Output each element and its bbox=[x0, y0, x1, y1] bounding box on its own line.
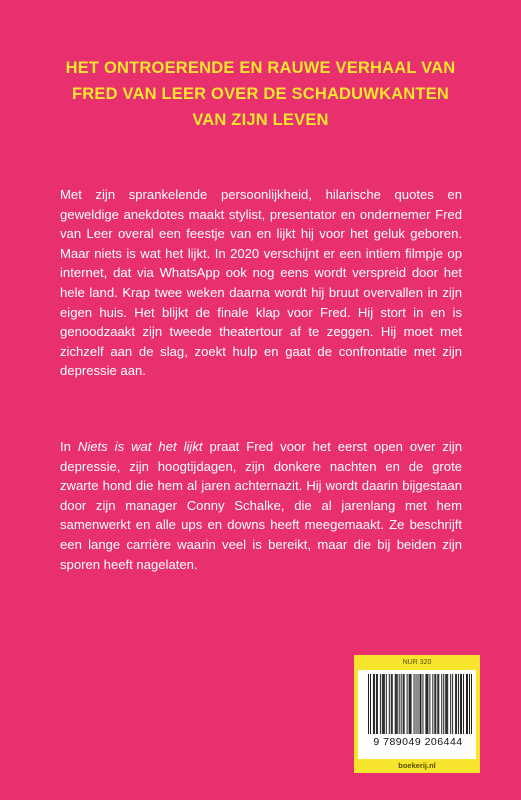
blurb-paragraph-1: Met zijn sprankelende persoonlijkheid, hilarische quotes en geweldige anekdotes maakt stylist, presentator en ondernemer Fred van Leer overal een feestje van en lijkt hij voor het geluk geboren. Maar niets is wat het lijkt. In 2020 verschijnt er een intiem filmpje op internet, dat via WhatsApp ook nog eens wordt verspreid door het hele land. Krap twee weken daarna wordt hij bruut overvallen in zijn eigen huis. Het blijkt de finale klap voor Fred. Hij stort in en is genoodzaakt zijn tweede theatertour af te zeggen. Hij moet met zichzelf aan de slag, zoekt hulp en gaat de confrontatie met zijn depressie aan. bbox=[60, 187, 462, 379]
barcode-bar bbox=[401, 674, 402, 734]
barcode-bar bbox=[471, 674, 472, 734]
barcode-bar bbox=[467, 674, 468, 734]
barcode-bar bbox=[407, 674, 408, 734]
barcode-bar bbox=[420, 674, 421, 734]
barcode-bar bbox=[461, 674, 462, 734]
barcode-bar bbox=[434, 674, 435, 734]
barcode-bars bbox=[368, 674, 472, 734]
barcode-bar bbox=[396, 674, 397, 734]
barcode-bar bbox=[416, 674, 417, 734]
barcode-bar bbox=[450, 674, 451, 734]
barcode-panel bbox=[354, 655, 480, 773]
barcode-bar bbox=[425, 674, 426, 734]
headline-line-1: HET ONTROERENDE EN RAUWE VERHAAL VAN bbox=[65, 59, 456, 77]
barcode-bar bbox=[469, 674, 470, 734]
nur-code: NUR 320 bbox=[402, 659, 432, 666]
barcode-bar bbox=[391, 674, 392, 734]
barcode-bar bbox=[410, 674, 411, 734]
headline-line-3: VAN ZIJN LEVEN bbox=[192, 111, 329, 129]
publisher-website: boekerij.nl bbox=[398, 761, 436, 770]
barcode-bar bbox=[452, 674, 453, 734]
barcode-bar bbox=[445, 674, 446, 734]
barcode-bar bbox=[422, 674, 423, 734]
barcode-bar bbox=[432, 674, 433, 734]
blurb-rest: praat Fred voor het eerst open over zijn depressie, zijn hoogtijdagen, zijn donkere nachten en de grote zwarte hond die hem al jaren achternazit. Hij wordt daarin bijgestaan door zijn manager Conny Schalke, die al jarenlang met hem samenwerkt en alle ups en downs heeft meegemaakt. Ze beschrijft een lange carrière waarin veel is bereikt, maar die bij beiden zijn sporen heeft nagelaten. bbox=[60, 439, 462, 572]
barcode-bar bbox=[384, 674, 385, 734]
barcode-bar bbox=[389, 674, 390, 734]
barcode-bar bbox=[392, 674, 393, 734]
barcode-bar bbox=[456, 674, 457, 734]
barcode-area bbox=[358, 670, 476, 759]
barcode-bar bbox=[386, 674, 387, 734]
isbn-number: 9 789049 206444 bbox=[373, 736, 463, 748]
headline-line-2: FRED VAN LEER OVER DE SCHADUWKANTEN bbox=[71, 85, 450, 103]
barcode-bar bbox=[380, 674, 381, 734]
barcode-bar bbox=[458, 674, 459, 734]
barcode-bar bbox=[443, 674, 444, 734]
barcode-bar bbox=[446, 674, 447, 734]
barcode-bar bbox=[374, 674, 375, 734]
barcode-bar bbox=[438, 674, 439, 734]
barcode-bar bbox=[427, 674, 428, 734]
barcode-bar bbox=[421, 674, 422, 734]
barcode-bar bbox=[383, 674, 384, 734]
barcode-bar bbox=[435, 674, 436, 734]
barcode-bar bbox=[377, 674, 378, 734]
barcode-bar bbox=[368, 674, 369, 734]
barcode-bar bbox=[426, 674, 427, 734]
barcode-bar bbox=[460, 674, 461, 734]
barcode-bar bbox=[437, 674, 438, 734]
barcode-bar bbox=[399, 674, 400, 734]
barcode-bar bbox=[373, 674, 374, 734]
barcode-bar bbox=[429, 674, 430, 734]
barcode-bar bbox=[411, 674, 412, 734]
barcode-bar bbox=[403, 674, 404, 734]
book-title: Niets is wat het lijkt bbox=[77, 439, 203, 454]
barcode-bar bbox=[455, 674, 456, 734]
barcode-bar bbox=[376, 674, 377, 734]
blurb-prefix: In bbox=[60, 439, 78, 454]
barcode-bar bbox=[397, 674, 398, 734]
barcode-bar bbox=[409, 674, 410, 734]
blurb-paragraph-2 bbox=[60, 437, 462, 574]
barcode-bar bbox=[404, 674, 405, 734]
barcode-bar bbox=[418, 674, 419, 734]
barcode-bar bbox=[370, 674, 371, 734]
barcode-bar bbox=[441, 674, 442, 734]
barcode-bar bbox=[463, 674, 464, 734]
barcode-bar bbox=[382, 674, 383, 734]
headline bbox=[40, 55, 481, 133]
barcode-bar bbox=[414, 674, 415, 734]
barcode-bar bbox=[466, 674, 467, 734]
barcode-bar bbox=[395, 674, 396, 734]
barcode-bar bbox=[447, 674, 448, 734]
